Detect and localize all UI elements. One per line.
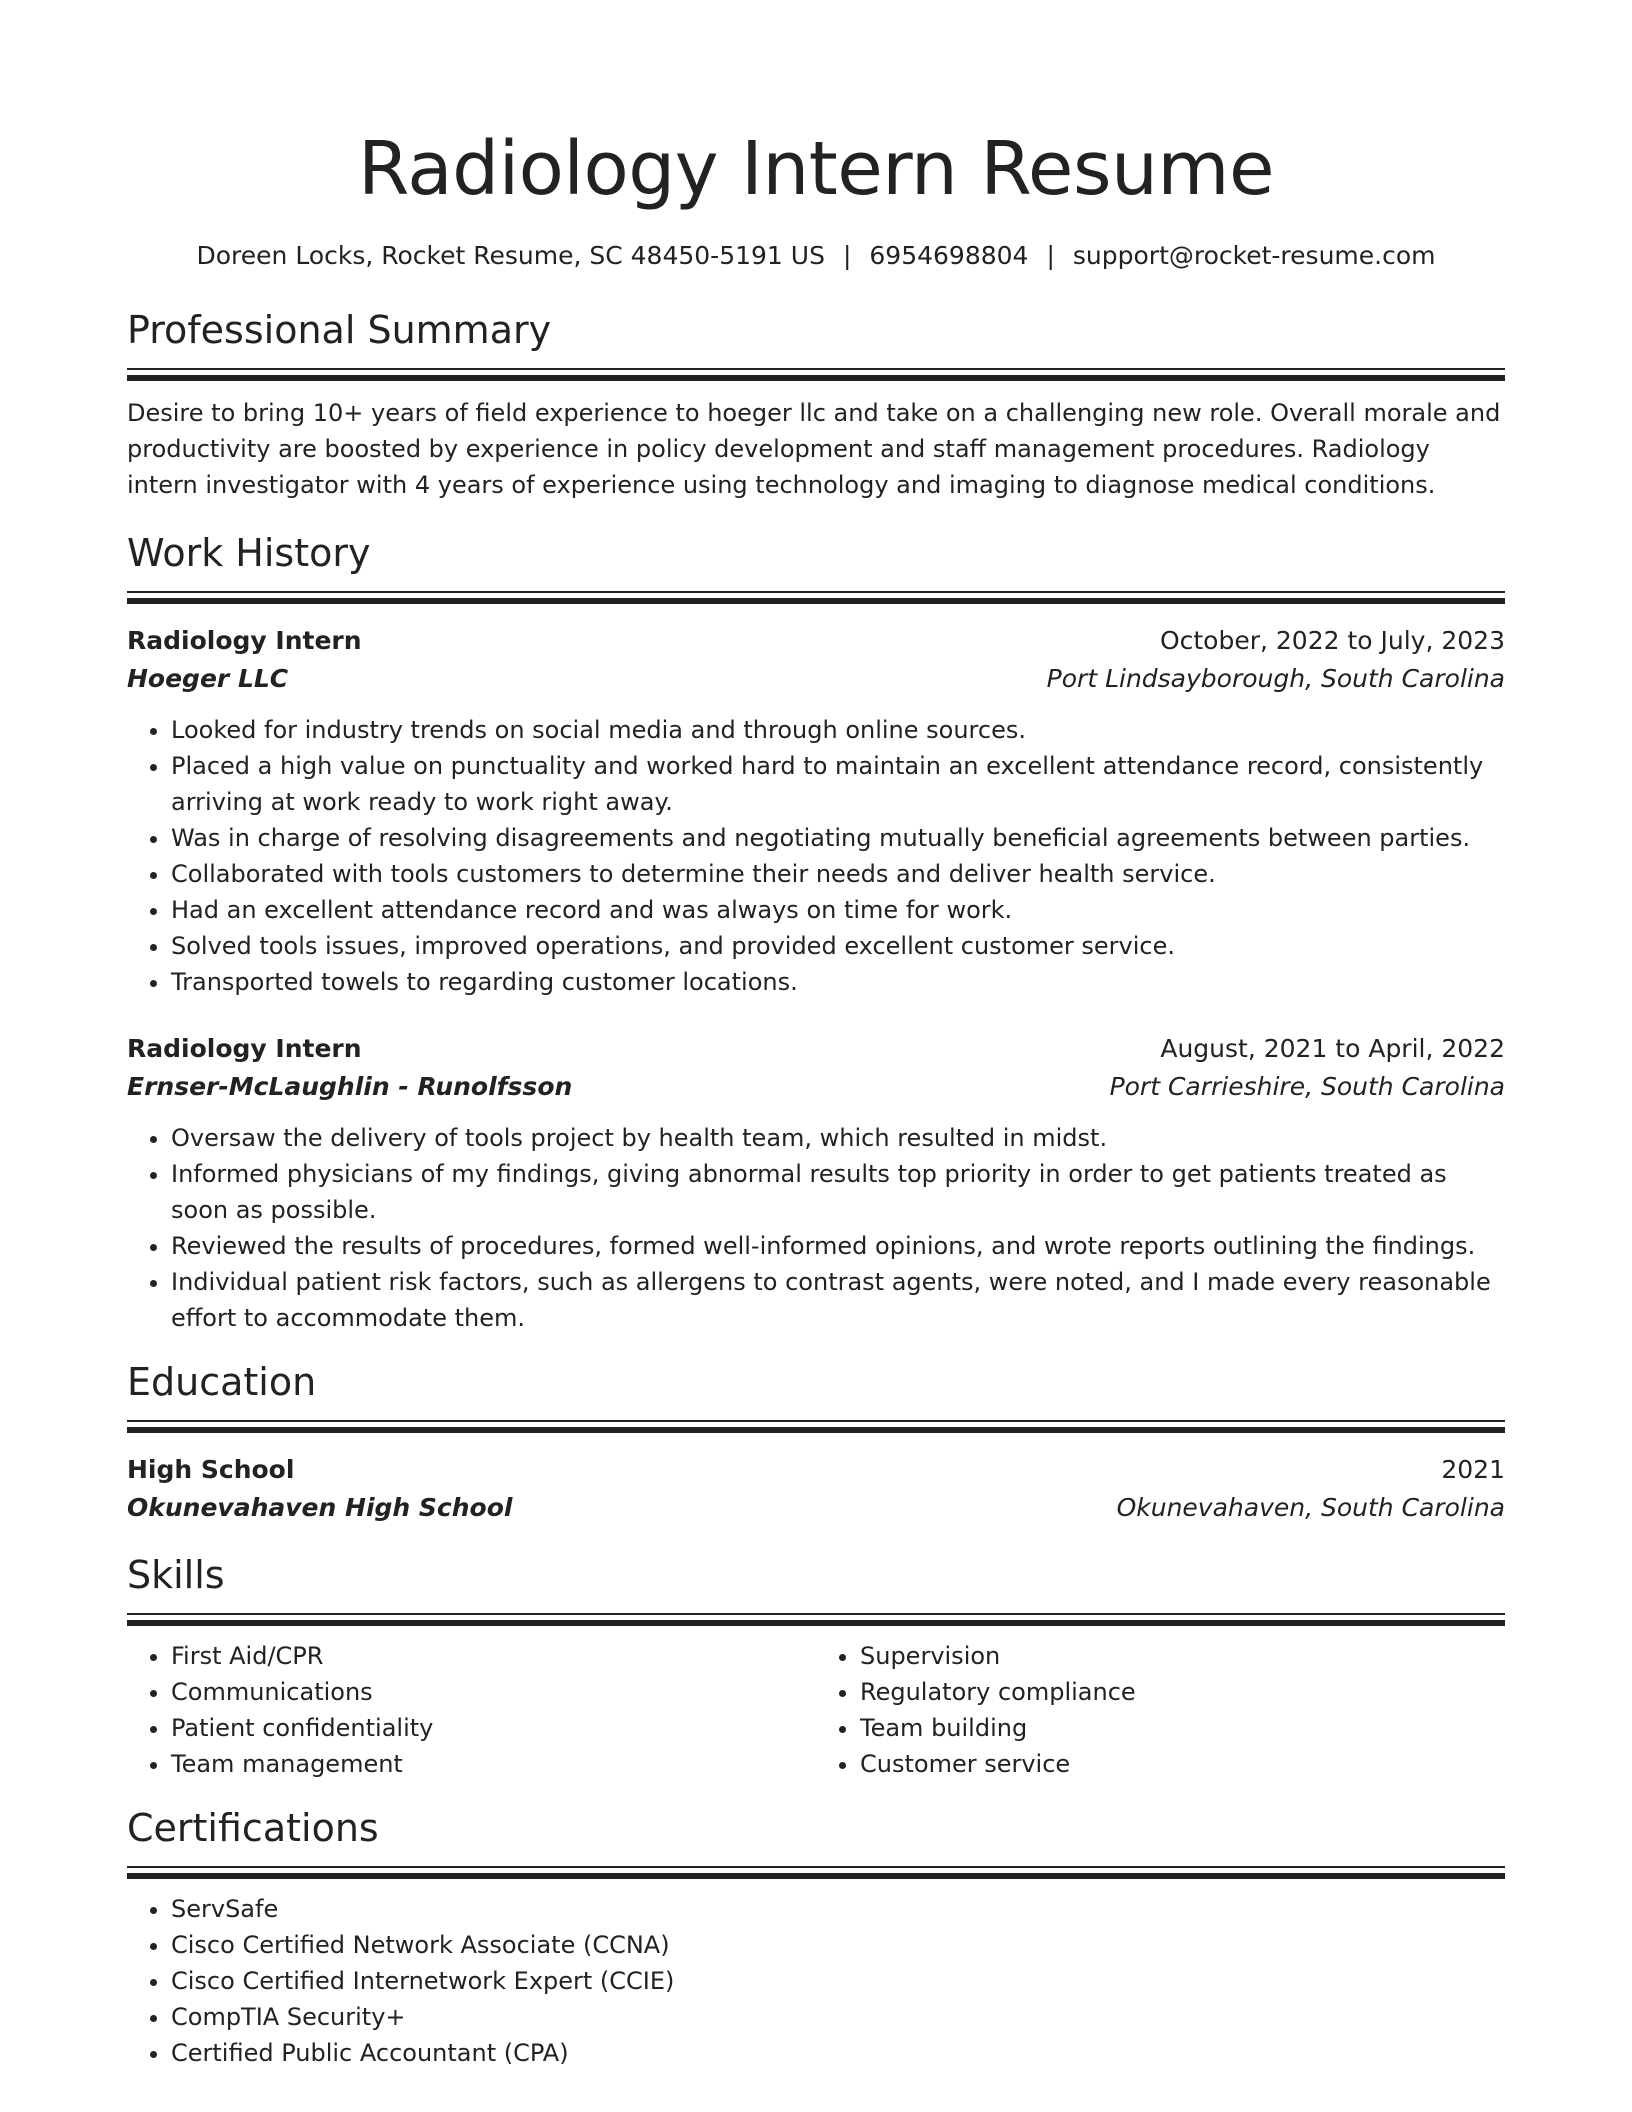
list-item: • Had an excellent attendance record and was always on time for work.: [171, 892, 1505, 928]
certifications-section: [127, 1804, 1505, 2071]
job-bullets: [127, 712, 1505, 1000]
education-entry: [127, 1451, 1505, 1527]
section-divider: [127, 591, 1505, 606]
contact-separator: |: [1046, 241, 1055, 270]
job-entry: [127, 1030, 1505, 1336]
section-divider: [127, 368, 1505, 383]
education-year: 2021: [1441, 1455, 1505, 1484]
list-item: • Communications: [171, 1674, 816, 1710]
list-item: • Reviewed the results of procedures, formed well-informed opinions, and wrote reports outlining the findings.: [171, 1228, 1505, 1264]
list-item: • First Aid/CPR: [171, 1638, 816, 1674]
summary-section: [127, 306, 1505, 503]
section-heading-education: Education: [127, 1360, 317, 1404]
job-dates: October, 2022 to July, 2023: [1159, 626, 1505, 655]
school-location: Okunevahaven, South Carolina: [1116, 1493, 1505, 1522]
job-bullets: [127, 1120, 1505, 1336]
section-heading-certifications: Certifications: [127, 1806, 379, 1850]
job-entry: [127, 622, 1505, 1000]
list-item: • Cisco Certified Internetwork Expert (CCIE): [171, 1963, 1505, 1999]
skills-grid: [127, 1638, 1505, 1782]
skills-list-left: [127, 1638, 816, 1782]
section-heading-skills: Skills: [127, 1553, 225, 1597]
contact-separator: |: [842, 241, 852, 270]
section-divider: [127, 1866, 1505, 1881]
list-item: • Transported towels to regarding customer locations.: [171, 964, 1505, 1000]
section-heading-summary: Professional Summary: [127, 308, 552, 352]
contact-phone: 6954698804: [869, 241, 1029, 270]
certifications-list: [127, 1891, 1505, 2071]
job-title: Radiology Intern: [127, 1034, 362, 1063]
list-item: • Customer service: [860, 1746, 1505, 1782]
education-degree: High School: [127, 1455, 295, 1484]
skills-section: [127, 1551, 1505, 1782]
company-name: Ernser-McLaughlin - Runolfsson: [127, 1072, 573, 1101]
list-item: • Oversaw the delivery of tools project by health team, which resulted in midst.: [171, 1120, 1505, 1156]
list-item: • Team management: [171, 1746, 816, 1782]
list-item: • Collaborated with tools customers to determine their needs and deliver health service.: [171, 856, 1505, 892]
summary-text: Desire to bring 10+ years of field experience to hoeger llc and take on a challenging new role. Overall morale and productivity are boosted by experience in policy development and staff management procedures. Radiology intern investigator with 4 years of experience using technology and imaging to diagnose medical conditions.: [127, 399, 1501, 499]
job-location: Port Carrieshire, South Carolina: [1109, 1072, 1505, 1101]
education-section: [127, 1358, 1505, 1527]
list-item: • Informed physicians of my findings, giving abnormal results top priority in order to get patients treated as soon as possible.: [171, 1156, 1505, 1228]
list-item: • ServSafe: [171, 1891, 1505, 1927]
list-item: • Placed a high value on punctuality and worked hard to maintain an excellent attendance record, consistently arriving at work ready to work right away.: [171, 748, 1505, 820]
work-section: [127, 529, 1505, 1336]
skills-list-right: [816, 1638, 1505, 1782]
list-item: • Solved tools issues, improved operations, and provided excellent customer service.: [171, 928, 1505, 964]
list-item: • Individual patient risk factors, such as allergens to contrast agents, were noted, and I made every reasonable effort to accommodate them.: [171, 1264, 1505, 1336]
list-item: • Patient confidentiality: [171, 1710, 816, 1746]
list-item: • Certified Public Accountant (CPA): [171, 2035, 1505, 2071]
list-item: • Looked for industry trends on social media and through online sources.: [171, 712, 1505, 748]
contact-line: [127, 240, 1505, 272]
resume-title: Radiology Intern Resume: [357, 126, 1275, 212]
list-item: • CompTIA Security+: [171, 1999, 1505, 2035]
list-item: • Team building: [860, 1710, 1505, 1746]
job-dates: August, 2021 to April, 2022: [1160, 1034, 1505, 1063]
list-item: • Supervision: [860, 1638, 1505, 1674]
contact-address: Doreen Locks, Rocket Resume, SC 48450-5191 US: [196, 241, 825, 270]
section-divider: [127, 1420, 1505, 1435]
list-item: • Was in charge of resolving disagreements and negotiating mutually beneficial agreements between parties.: [171, 820, 1505, 856]
contact-email: support@rocket-resume.com: [1072, 241, 1436, 270]
job-location: Port Lindsayborough, South Carolina: [1046, 664, 1505, 693]
section-heading-work: Work History: [127, 531, 371, 575]
job-title: Radiology Intern: [127, 626, 362, 655]
list-item: • Regulatory compliance: [860, 1674, 1505, 1710]
list-item: • Cisco Certified Network Associate (CCNA): [171, 1927, 1505, 1963]
company-name: Hoeger LLC: [127, 664, 289, 693]
section-divider: [127, 1613, 1505, 1628]
school-name: Okunevahaven High School: [127, 1493, 513, 1522]
